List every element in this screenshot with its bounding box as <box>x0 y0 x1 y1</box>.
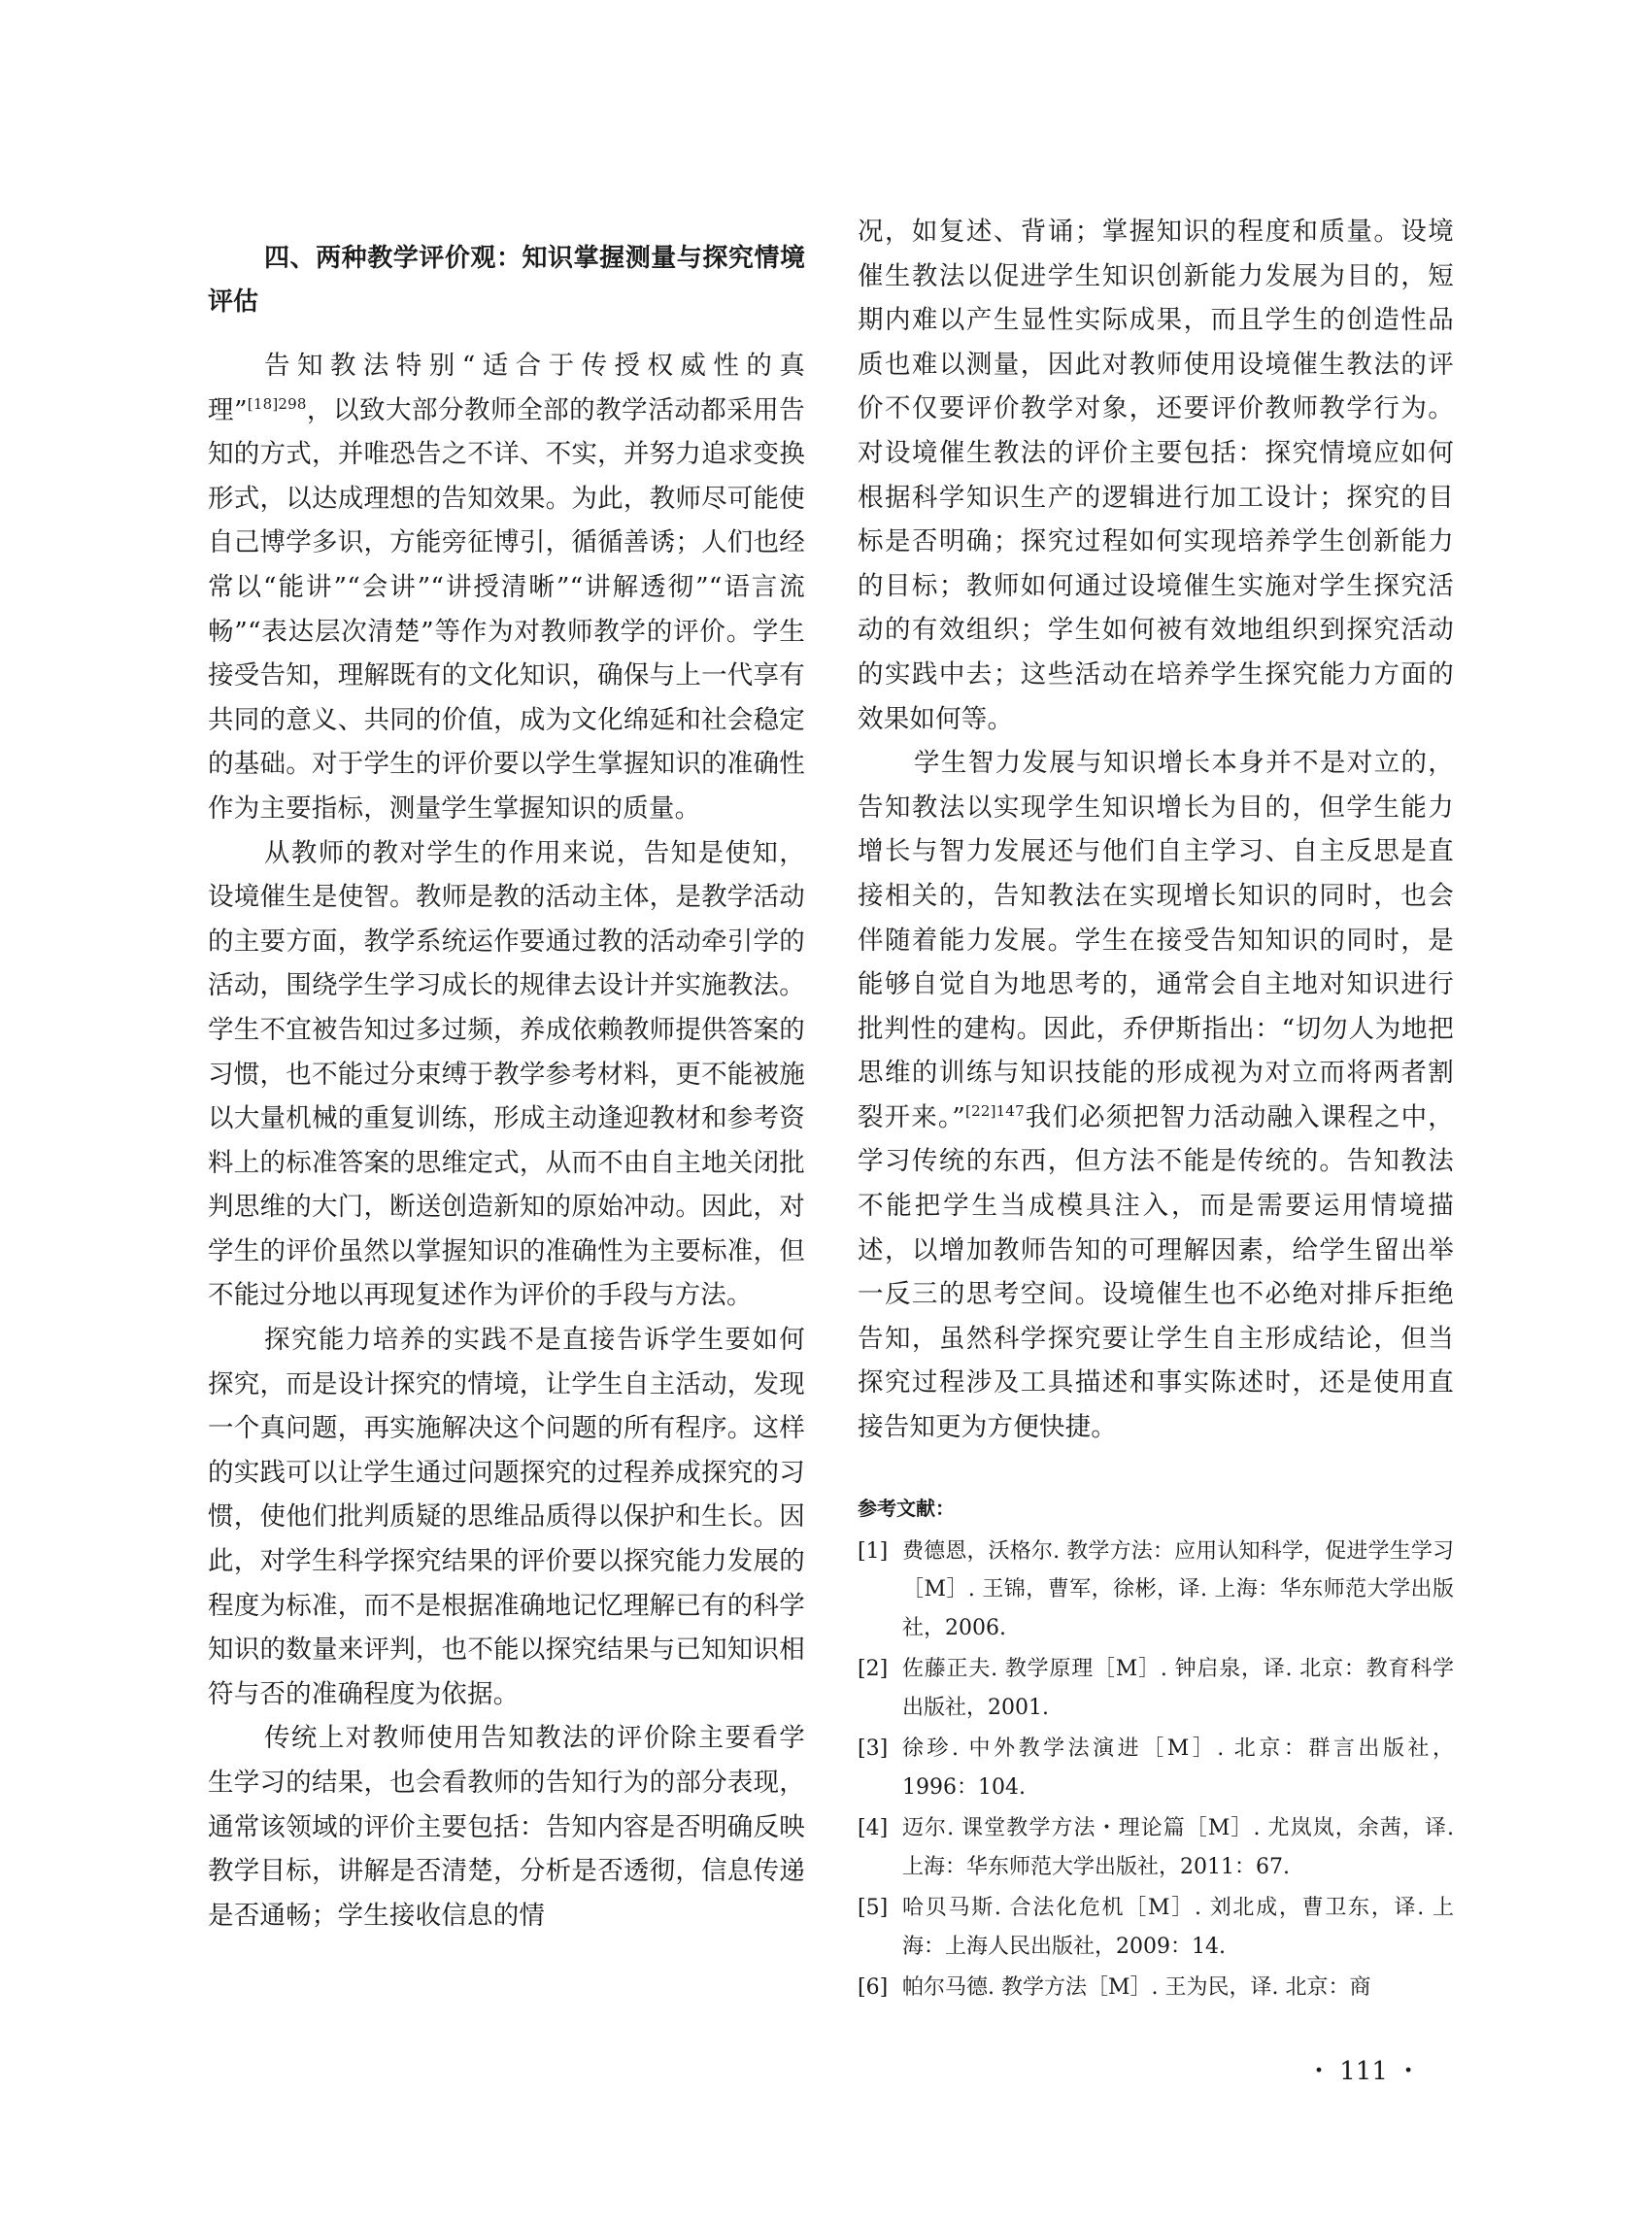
reference-item: [1] 费德恩，沃格尔. 教学方法：应用认知科学，促进学生学习［M］. 王锦，曹军，徐彬，译. 上海：华东师范大学出版社，2006. <box>858 1538 1454 1640</box>
paragraph: 从教师的教对学生的作用来说，告知是使知，设境催生是使智。教师是教的活动主体，是教学活动的主要方面，教学系统运作要通过教的活动牵引学的活动，围绕学生学习成长的规律去设计并实施教法。学生不宜被告知过多过频，养成依赖教师提供答案的习惯，也不能过分束缚于教学参考材料，更不能被施以大量机械的重复训练，形成主动逢迎教材和参考资料上的标准答案的思维定式，从而不由自主地关闭批判思维的大门，断送创造新知的原始冲动。因此，对学生的评价虽然以掌握知识的准确性为主要标准，但不能过分地以再现复述作为评价的手段与方法。 <box>208 837 805 1311</box>
reference-item: [3] 徐珍. 中外教学法演进［M］. 北京：群言出版社，1996：104. <box>858 1736 1454 1800</box>
paragraph: 告知教法特别“适合于传授权威性的真理”$^{[18]298}$，以致大部分教师全部的教学活动都采用告知的方式，并唯恐告之不详、不实，并努力追求变换形式，以达成理想的告知效果。为此，教师尽可能使自己博学多识，方能旁征博引，循循善诱；人们也经常以“能讲”“会讲”“讲授清晰”“讲解透彻”“语言流畅”“表达层次清楚”等作为对教师教学的评价。学生接受告知，理解既有的文化知识，确保与上一代享有共同的意义、共同的价值，成为文化绵延和社会稳定的基础。对于学生的评价要以学生掌握知识的准确性作为主要指标，测量学生掌握知识的质量。 <box>208 351 805 824</box>
reference-item: [5] 哈贝马斯. 合法化危机［M］. 刘北成，曹卫东，译. 上海：上海人民出版社，2009：14. <box>858 1896 1454 1959</box>
paragraph: 传统上对教师使用告知教法的评价除主要看学生学习的结果，也会看教师的告知行为的部分表现，通常该领域的评价主要包括：告知内容是否明确反映教学目标，讲解是否清楚，分析是否透彻，信息传递是否通畅；学生接收信息的情 <box>208 1723 805 1931</box>
paragraph: 况，如复述、背诵；掌握知识的程度和质量。设境催生教法以促进学生知识创新能力发展为目的，短期内难以产生显性实际成果，而且学生的创造性品质也难以测量，因此对教师使用设境催生教法的评价不仅要评价教学对象，还要评价教师教学行为。对设境催生教法的评价主要包括：探究情境应如何根据科学知识生产的逻辑进行加工设计；探究的目标是否明确；探究过程如何实现培养学生创新能力的目标；教师如何通过设境催生实施对学生探究活动的有效组织；学生如何被有效地组织到探究活动的实践中去；这些活动在培养学生探究能力方面的效果如何等。 <box>858 217 1454 734</box>
reference-item: [6] 帕尔马德. 教学方法［M］. 王为民，译. 北京：商 <box>858 1975 1371 2001</box>
reference-item: [4] 迈尔. 课堂教学方法・理论篇［M］. 尤岚岚，余茜，译. 上海：华东师范大学出版社，2011：67. <box>858 1816 1454 1879</box>
section-heading: 四、两种教学评价观：知识掌握测量与探究情境评估 <box>208 244 805 317</box>
references-list <box>858 1533 1454 2007</box>
citation: [22]147 <box>965 1102 1025 1121</box>
page-number: ・ 111 ・ <box>1306 2057 1422 2086</box>
references-title: 参考文献： <box>858 1496 955 1520</box>
reference-item: [2] 佐藤正夫. 教学原理［M］. 钟启泉，译. 北京：教育科学出版社，2001. <box>858 1657 1454 1720</box>
paragraph: 学生智力发展与知识增长本身并不是对立的，告知教法以实现学生知识增长为目的，但学生能力增长与智力发展还与他们自主学习、自主反思是直接相关的，告知教法在实现增长知识的同时，也会伴随着能力发展。学生在接受告知知识的同时，是能够自觉自为地思考的，通常会自主地对知识进行批判性的建构。因此，乔伊斯指出：“切勿人为地把思维的训练与知识技能的形成视为对立而将两者割裂开来。”$^{[22]147}$我们必须把智力活动融入课程之中，学习传统的东西，但方法不能是传统的。告知教法不能把学生当成模具注入，而是需要运用情境描述，以增加教师告知的可理解因素，给学生留出举一反三的思考空间。设境催生也不必绝对排斥拒绝告知，虽然科学探究要让学生自主形成结论，但当探究过程涉及工具描述和事实陈述时，还是使用直接告知更为方便快捷。 <box>858 748 1454 1443</box>
citation: [18]298 <box>247 394 307 413</box>
left-column <box>208 210 805 1938</box>
paragraph: 探究能力培养的实践不是直接告诉学生要如何探究，而是设计探究的情境，让学生自主活动，发现一个真问题，再实施解决这个问题的所有程序。这样的实践可以让学生通过问题探究的过程养成探究的习惯，使他们批判质疑的思维品质得以保护和生长。因此，对学生科学探究结果的评价要以探究能力发展的程度为标准，而不是根据准确地记忆理解已有的科学知识的数量来评判，也不能以探究结果与已知知识相符与否的准确程度为依据。 <box>208 1325 805 1709</box>
right-column <box>858 210 1454 2007</box>
